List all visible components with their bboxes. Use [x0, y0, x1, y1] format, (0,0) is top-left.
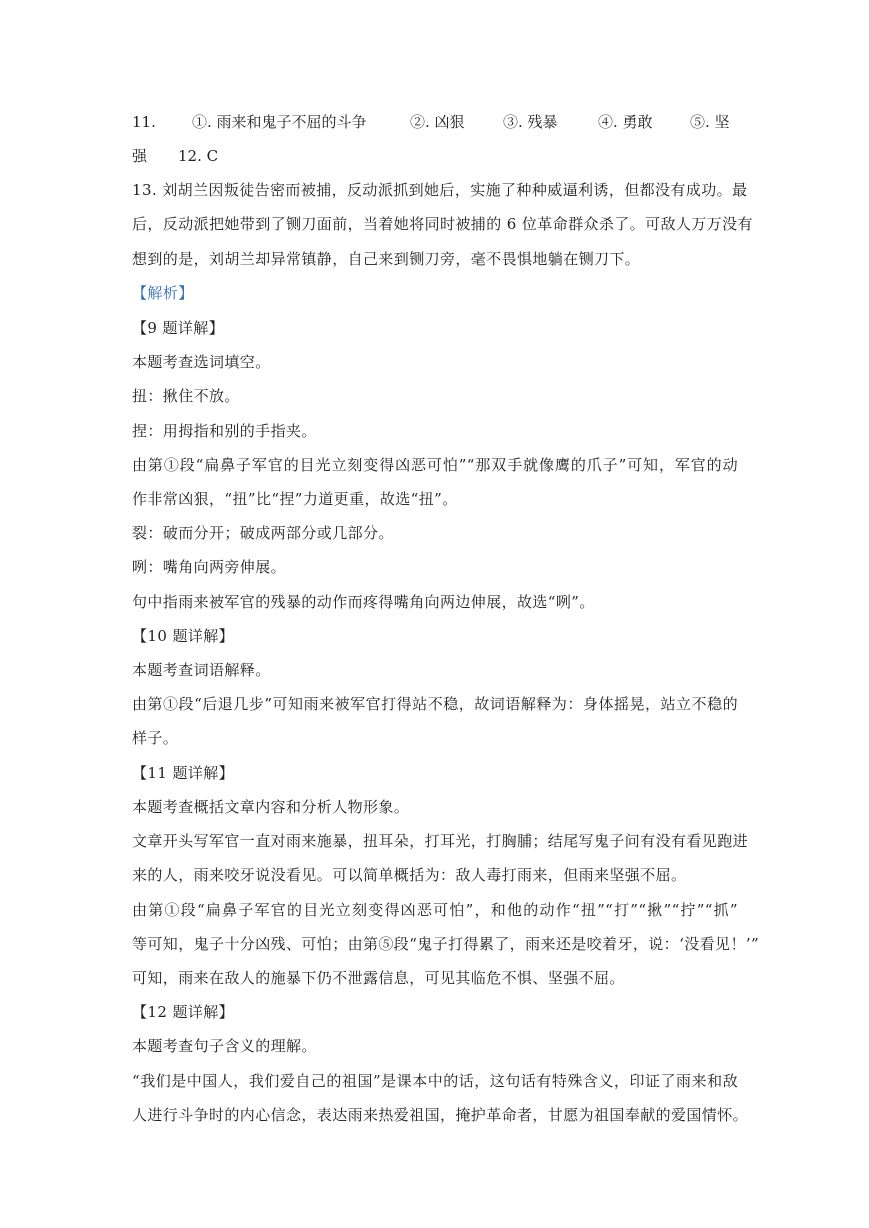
paragraph-line: 句中指雨来被军官的残暴的动作而疼得嘴角向两边伸展，故选“咧”。	[132, 593, 595, 611]
paragraph-line: 文章开头写军官一直对雨来施暴，扭耳朵，打耳光，打胸脯；结尾写鬼子问有没有看见跑进	[132, 832, 749, 850]
answer-11-item: ②. 凶狠	[410, 113, 465, 131]
answer-11-row	[132, 112, 738, 132]
answer-13-line: 想到的是，刘胡兰却异常镇静，自己来到铡刀旁，毫不畏惧地躺在铡刀下。	[132, 250, 641, 268]
section-heading-q11: 【11 题详解】	[132, 764, 235, 782]
analysis-label: 【解析】	[132, 284, 194, 302]
paragraph-line: 本题考查句子含义的理解。	[132, 1037, 317, 1055]
answer-11-wrap: 强	[132, 147, 148, 165]
answer-11-12-row	[132, 146, 738, 166]
answer-11-item: ①. 雨来和鬼子不屈的斗争	[192, 113, 367, 131]
answer-11-item: ④. 勇敢	[598, 113, 653, 131]
paragraph-line: 可知，雨来在敌人的施暴下仍不泄露信息，可见其临危不惧、坚强不屈。	[132, 969, 625, 987]
paragraph-line: 由第①段“扁鼻子军官的目光立刻变得凶恶可怕”“那双手就像鹰的爪子”可知，军官的动	[132, 456, 738, 474]
paragraph-line: 本题考查词语解释。	[132, 661, 271, 679]
section-heading-q9: 【9 题详解】	[132, 319, 225, 337]
paragraph-line: 咧：嘴角向两旁伸展。	[132, 558, 287, 576]
paragraph-line: 由第①段“后退几步”可知雨来被军官打得站不稳，故词语解释为：身体摇晃，站立不稳的	[132, 695, 738, 713]
paragraph-line: 由第①段“扁鼻子军官的目光立刻变得凶恶可怕”，和他的动作“扭”“打”“揪”“拧”“抓”	[132, 901, 738, 919]
answer-11-item: ③. 残暴	[503, 113, 558, 131]
answer-11-number: 11.	[132, 113, 156, 131]
paragraph-line: 人进行斗争时的内心信念，表达雨来热爱祖国，掩护革命者，甘愿为祖国奉献的爱国情怀。	[132, 1106, 749, 1124]
paragraph-line: 作非常凶狠，“扭”比“捏”力道更重，故选“扭”。	[132, 490, 458, 508]
paragraph-line: 样子。	[132, 729, 179, 747]
answer-11-item: ⑤. 坚	[690, 113, 730, 131]
answer-12: 12. C	[178, 147, 219, 165]
answer-13-line: 后，反动派把她带到了铡刀面前，当着她将同时被捕的 6 位革命群众杀了。可敌人万万没有	[132, 215, 753, 233]
answer-13-line: 13. 刘胡兰因叛徒告密而被捕，反动派抓到她后，实施了种种威逼利诱，但都没有成功。最	[132, 181, 748, 199]
paragraph-line: “我们是中国人，我们爱自己的祖国”是课本中的话，这句话有特殊含义，印证了雨来和敌	[132, 1072, 738, 1090]
paragraph-line: 本题考查概括文章内容和分析人物形象。	[132, 798, 410, 816]
section-heading-q12: 【12 题详解】	[132, 1003, 235, 1021]
paragraph-line: 裂：破而分开；破成两部分或几部分。	[132, 524, 394, 542]
paragraph-line: 本题考查选词填空。	[132, 353, 271, 371]
section-heading-q10: 【10 题详解】	[132, 627, 235, 645]
paragraph-line: 来的人，雨来咬牙说没看见。可以简单概括为：敌人毒打雨来，但雨来坚强不屈。	[132, 866, 687, 884]
paragraph-line: 捏：用拇指和别的手指夹。	[132, 422, 317, 440]
paragraph-line: 等可知，鬼子十分凶残、可怕；由第⑤段“鬼子打得累了，雨来还是咬着牙，说：‘没看见！’”	[132, 935, 760, 953]
paragraph-line: 扭：揪住不放。	[132, 387, 240, 405]
